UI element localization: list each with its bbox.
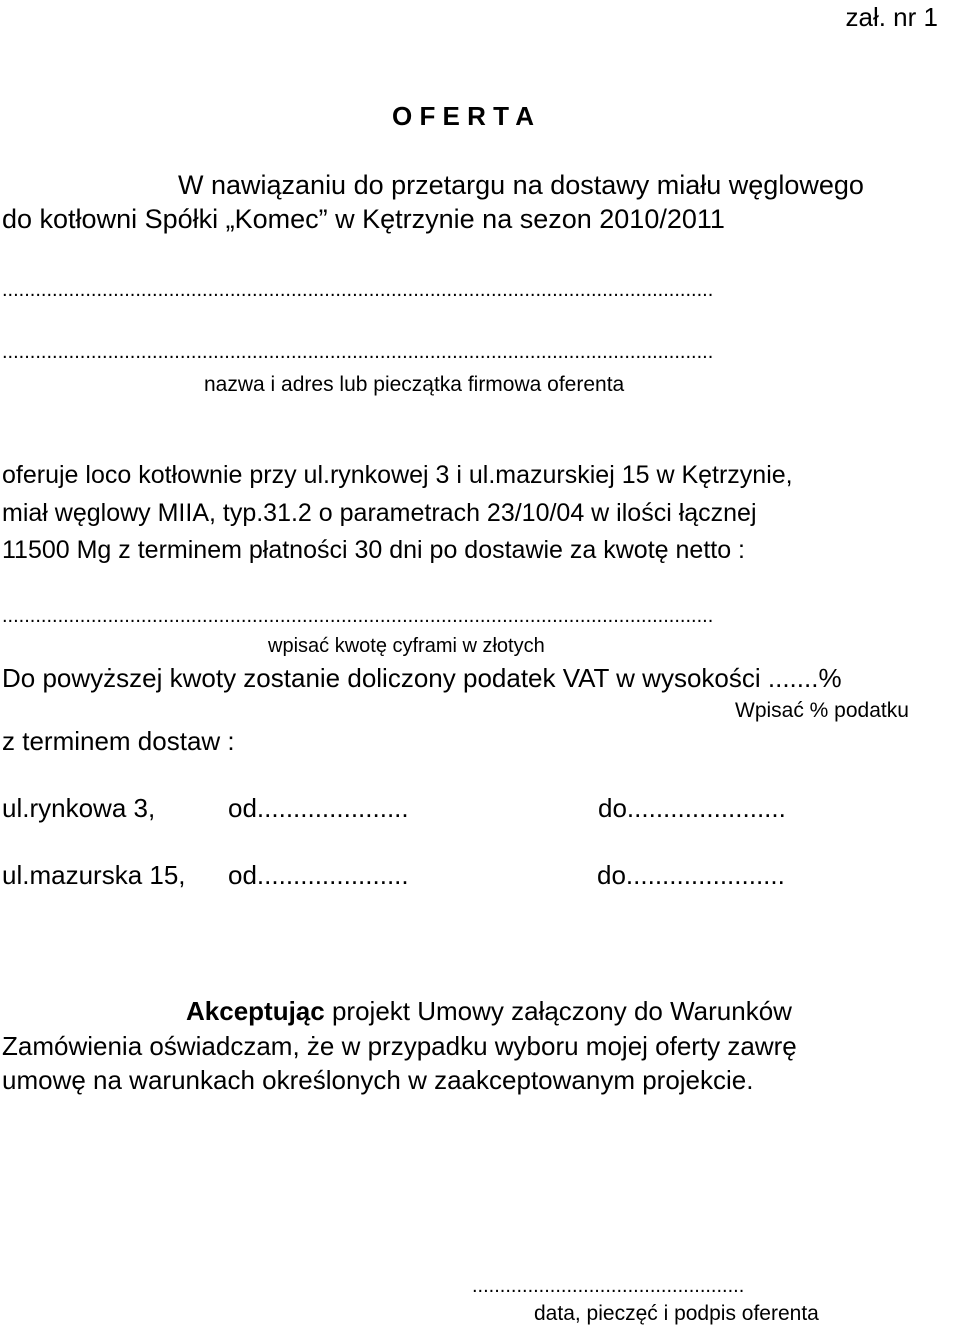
delivery-to: do...................... bbox=[598, 793, 786, 823]
attachment-number: zał. nr 1 bbox=[845, 2, 938, 32]
net-amount-dots: ................................................................................................................................ bbox=[2, 606, 714, 626]
delivery-street: ul.rynkowa 3, bbox=[2, 793, 156, 823]
bidder-name-dots-1: ................................................................................................................................ bbox=[2, 280, 714, 300]
acceptance-line-3: umowę na warunkach określonych w zaakceptowanym projekcie. bbox=[2, 1065, 754, 1095]
signature-caption: data, pieczęć i podpis oferenta bbox=[534, 1302, 819, 1325]
document-title: O F E R T A bbox=[392, 101, 535, 131]
offer-line-1: oferuje loco kotłownie przy ul.rynkowej 3 i ul.mazurskiej 15 w Kętrzynie, bbox=[2, 461, 793, 489]
vat-line: Do powyższej kwoty zostanie doliczony podatek VAT w wysokości .......% bbox=[2, 663, 842, 693]
delivery-to: do...................... bbox=[597, 860, 785, 890]
acceptance-bold-word: Akceptując bbox=[186, 996, 325, 1026]
vat-caption: Wpisać % podatku bbox=[735, 699, 909, 722]
intro-line-2: do kotłowni Spółki „Komec” w Kętrzynie na sezon 2010/2011 bbox=[2, 204, 725, 234]
delivery-street: ul.mazurska 15, bbox=[2, 860, 186, 890]
bidder-name-dots-2: ................................................................................................................................ bbox=[2, 342, 714, 362]
offer-line-3: 11500 Mg z terminem płatności 30 dni po dostawie za kwotę netto : bbox=[2, 536, 746, 564]
delivery-heading: z terminem dostaw : bbox=[2, 726, 235, 756]
bidder-caption: nazwa i adres lub pieczątka firmowa oferenta bbox=[204, 373, 625, 396]
signature-dots: ................................................. bbox=[472, 1276, 745, 1296]
acceptance-line-1-rest: projekt Umowy załączony do Warunków bbox=[324, 996, 792, 1026]
net-amount-caption: wpisać kwotę cyframi w złotych bbox=[268, 635, 545, 657]
delivery-from: od..................... bbox=[228, 860, 409, 890]
intro-line-1: W nawiązaniu do przetargu na dostawy miału węglowego bbox=[178, 170, 864, 200]
acceptance-line-1 bbox=[186, 998, 792, 1024]
offer-line-2: miał węglowy MIIA, typ.31.2 o parametrach 23/10/04 w ilości łącznej bbox=[2, 499, 757, 527]
delivery-from: od..................... bbox=[228, 793, 409, 823]
acceptance-line-2: Zamówienia oświadczam, że w przypadku wyboru mojej oferty zawrę bbox=[2, 1031, 797, 1061]
